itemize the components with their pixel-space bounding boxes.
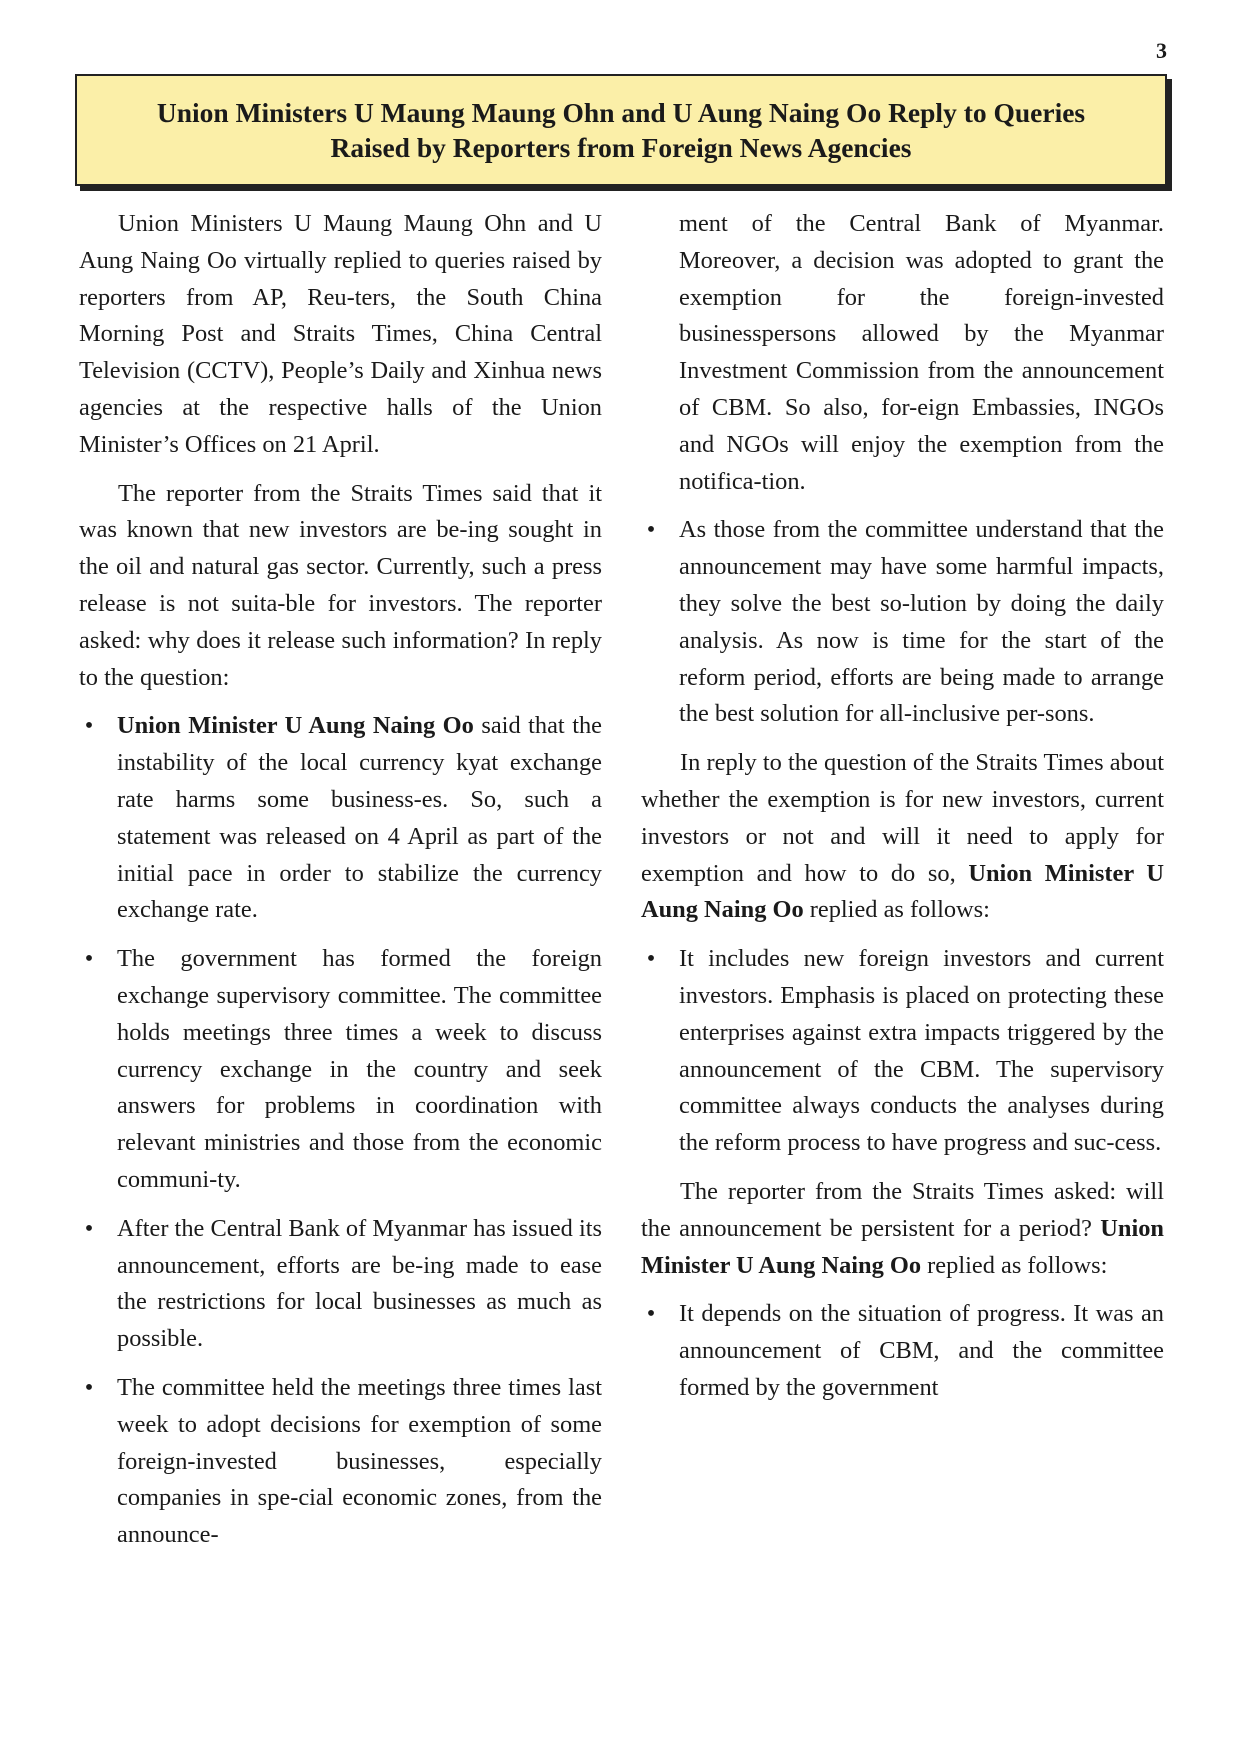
bullet-marker: • (646, 516, 656, 544)
bullet-marker: • (84, 1373, 94, 1401)
paragraph-text: replied as follows: (803, 896, 990, 924)
paragraph-text: replied as follows: (921, 1251, 1108, 1279)
bullet-marker: • (84, 945, 94, 973)
bullet-continuation (641, 206, 1164, 500)
bullet-text: ment of the Central Bank of Myanmar. Moreover, a decision was adopted to grant the exemption for the foreign-invested businesspersons allowed by the Myanmar Investment Commission from the announcement of CBM. So also, for-eign Embassies, INGOs and NGOs will enjoy the exemption from the notifica-tion. (679, 210, 1164, 495)
bullet-marker: • (646, 1300, 656, 1328)
headline-line-1: Union Ministers U Maung Maung Ohn and U Aung Naing Oo Reply to Queries (156, 97, 1086, 128)
bullet-text: The government has formed the foreign exchange supervisory committee. The committee holds meetings three times a week to discuss currency exchange in the country and seek answers for problems in coordination with relevant ministries and those from the economic communi-ty. (117, 945, 602, 1193)
bullet-marker: • (84, 712, 94, 740)
bullet-text: It depends on the situation of progress. It was an announcement of CBM, and the committee formed by the government (679, 1300, 1164, 1401)
bullet-item (79, 941, 602, 1199)
headline-line-2: Raised by Reporters from Foreign News Agencies (330, 132, 912, 163)
bullet-item (79, 1370, 602, 1554)
question-paragraph: The reporter from the Straits Times said that it was known that new investors are be-ing sought in the oil and natural gas sector. Currently, such a press release is not suita-ble for investors. The reporter asked: why does it release such information? In reply to the question: (79, 479, 602, 691)
bullet-marker: • (646, 945, 656, 973)
headline-box (75, 74, 1167, 186)
bullet-marker: • (84, 1214, 94, 1242)
paragraph-text: In reply to the question of the Straits Times about whether the exemption is for new investors, current investors or not and will it need to apply for exemption and how to do so, (641, 749, 1164, 887)
intro-paragraph: Union Ministers U Maung Maung Ohn and U Aung Naing Oo virtually replied to queries raised by reporters from AP, Reu-ters, the South China Morning Post and Straits Times, China Central Television (CCTV), People’s Daily and Xinhua news agencies at the respective halls of the Union Minister’s Offices on 21 April. (79, 210, 602, 458)
bullet-item (79, 1211, 602, 1358)
bullet-text: said that the instability of the local currency kyat exchange rate harms some business-es. So, such a statement was released on 4 April as part of the initial pace in order to stabilize the currency exchange rate. (117, 712, 602, 924)
speaker-name: Union Minister U Aung Naing Oo (641, 859, 1164, 924)
bullet-item (641, 512, 1164, 733)
bullet-text: It includes new foreign investors and current investors. Emphasis is placed on protecting these enterprises against extra impacts triggered by the announcement of the CBM. The supervisory committee always conducts the analyses during the reform process to have progress and suc-cess. (679, 945, 1164, 1157)
bullet-item (79, 708, 602, 929)
bullet-item (641, 1296, 1164, 1406)
speaker-name: Union Minister U Aung Naing Oo (641, 1214, 1164, 1279)
right-column (641, 206, 1164, 1407)
question-paragraph (641, 1174, 1164, 1284)
bullet-text: As those from the committee understand that the announcement may have some harmful impacts, they solve the best so-lution by doing the daily analysis. As now is time for the start of the reform period, efforts are being made to arrange the best solution for all-inclusive per-sons. (679, 516, 1164, 728)
question-paragraph (641, 745, 1164, 929)
bullet-text: The committee held the meetings three times last week to adopt decisions for exemption of some foreign-invested businesses, especially companies in spe-cial economic zones, from the announce- (117, 1373, 602, 1549)
left-column (79, 206, 602, 1554)
paragraph-text: The reporter from the Straits Times asked: will the announcement be persistent for a period? (641, 1177, 1164, 1242)
bullet-item (641, 941, 1164, 1162)
page-number: 3 (1156, 38, 1167, 63)
speaker-name: Union Minister U Aung Naing Oo (117, 712, 474, 740)
bullet-text: After the Central Bank of Myanmar has issued its announcement, efforts are be-ing made to ease the restrictions for local businesses as much as possible. (117, 1214, 602, 1353)
